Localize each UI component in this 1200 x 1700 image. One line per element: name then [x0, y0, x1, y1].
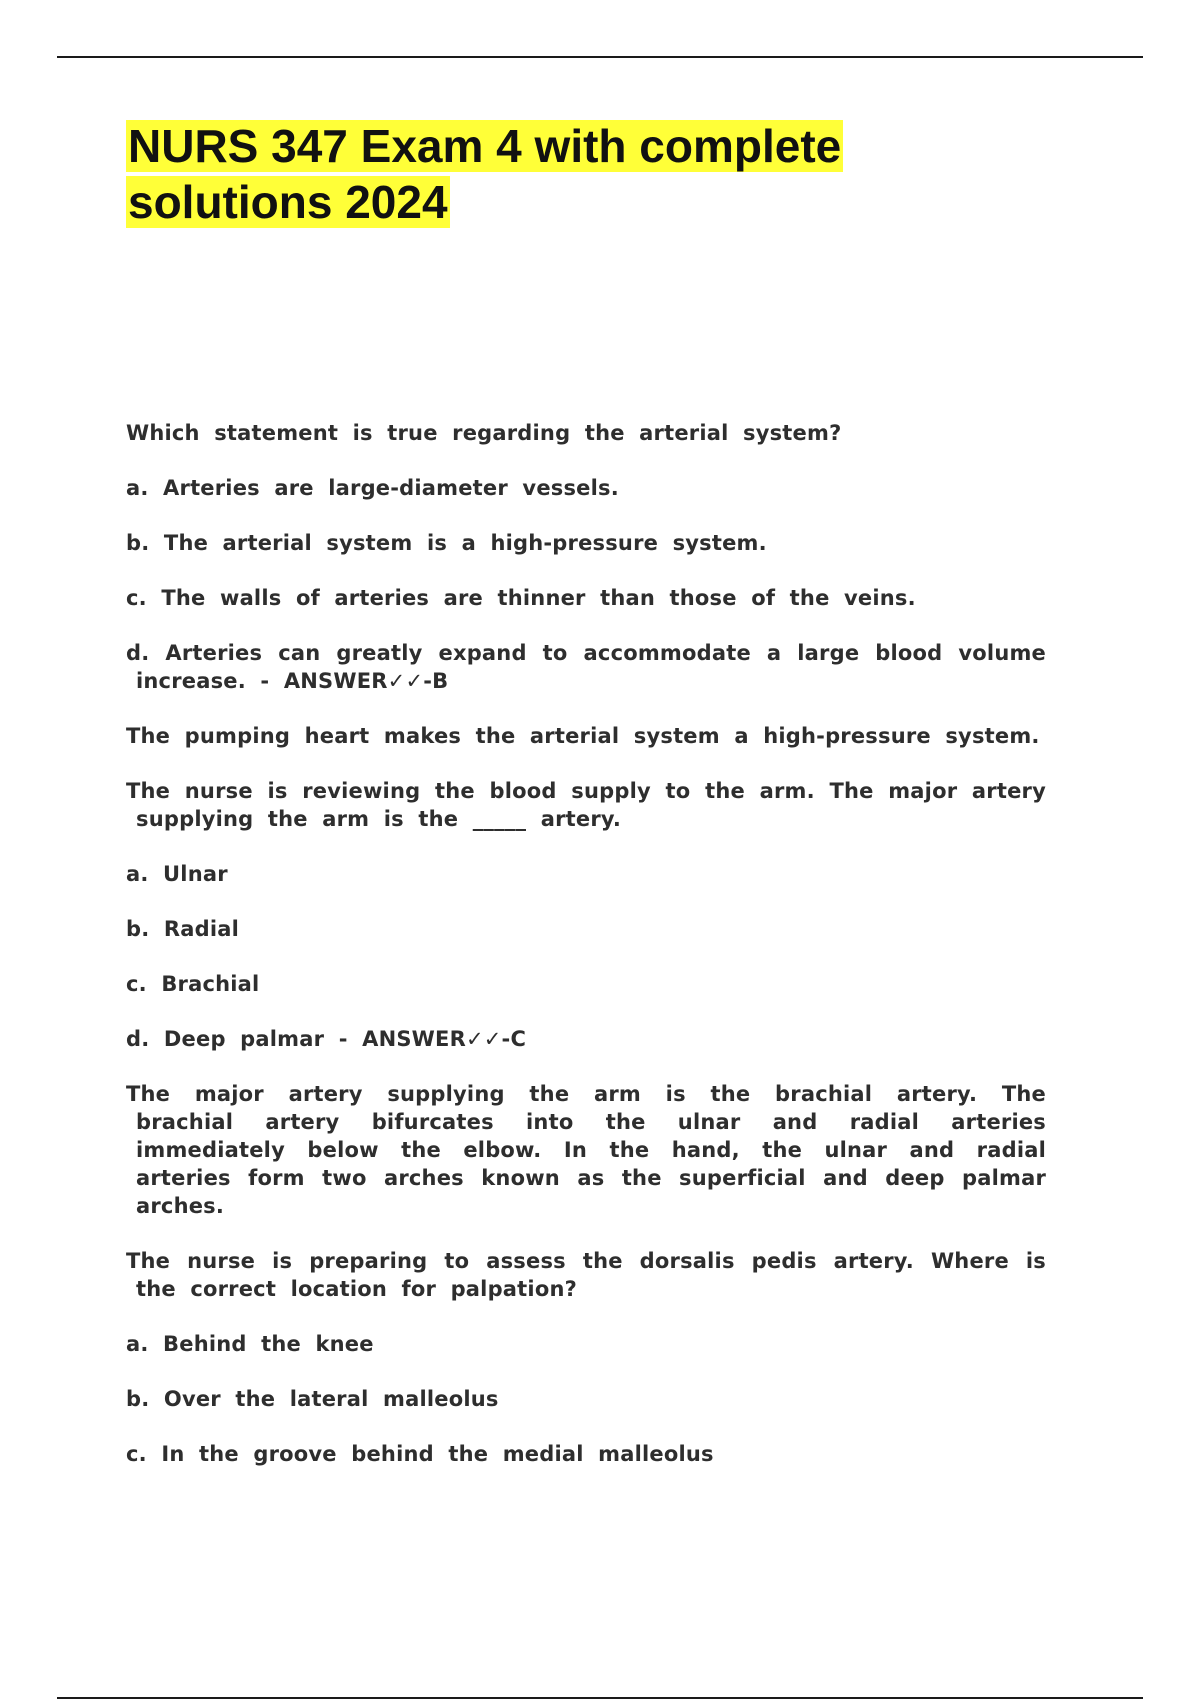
question-3-option-a: a. Behind the knee [126, 1332, 374, 1356]
title-line-2: solutions 2024 [128, 176, 448, 228]
question-2-rationale: The major artery supplying the arm is the brachial artery. The brachial artery bifurcates into the ulnar and radial arteries immediately below the elbow. In the hand, the ulnar and radial arteries form two arches known as the superficial and deep palmar arches. [126, 1082, 1046, 1218]
question-1-rationale: The pumping heart makes the arterial system a high-pressure system. [126, 724, 1040, 748]
question-2-option-d-answer: d. Deep palmar - ANSWER✓✓-C [126, 1027, 527, 1051]
top-divider [57, 56, 1143, 58]
document-body [126, 419, 1046, 1495]
question-2-option-a: a. Ulnar [126, 862, 228, 886]
question-1-option-d-answer: d. Arteries can greatly expand to accommodate a large blood volume increase. - ANSWER✓✓-B [126, 641, 1046, 693]
document-title [126, 118, 946, 230]
question-1-option-c: c. The walls of arteries are thinner than those of the veins. [126, 586, 916, 610]
question-1-option-b: b. The arterial system is a high-pressure system. [126, 531, 767, 555]
question-1: Which statement is true regarding the arterial system? [126, 421, 842, 445]
question-3-option-b: b. Over the lateral malleolus [126, 1387, 499, 1411]
question-2-option-b: b. Radial [126, 917, 240, 941]
question-3-option-c: c. In the groove behind the medial malleolus [126, 1442, 714, 1466]
title-line-1: NURS 347 Exam 4 with complete [128, 120, 842, 172]
question-3: The nurse is preparing to assess the dorsalis pedis artery. Where is the correct location for palpation? [126, 1249, 1046, 1301]
question-2-option-c: c. Brachial [126, 972, 260, 996]
bottom-divider [57, 1697, 1143, 1699]
question-1-option-a: a. Arteries are large-diameter vessels. [126, 476, 619, 500]
question-2: The nurse is reviewing the blood supply to the arm. The major artery supplying the arm is the _____ artery. [126, 779, 1046, 831]
